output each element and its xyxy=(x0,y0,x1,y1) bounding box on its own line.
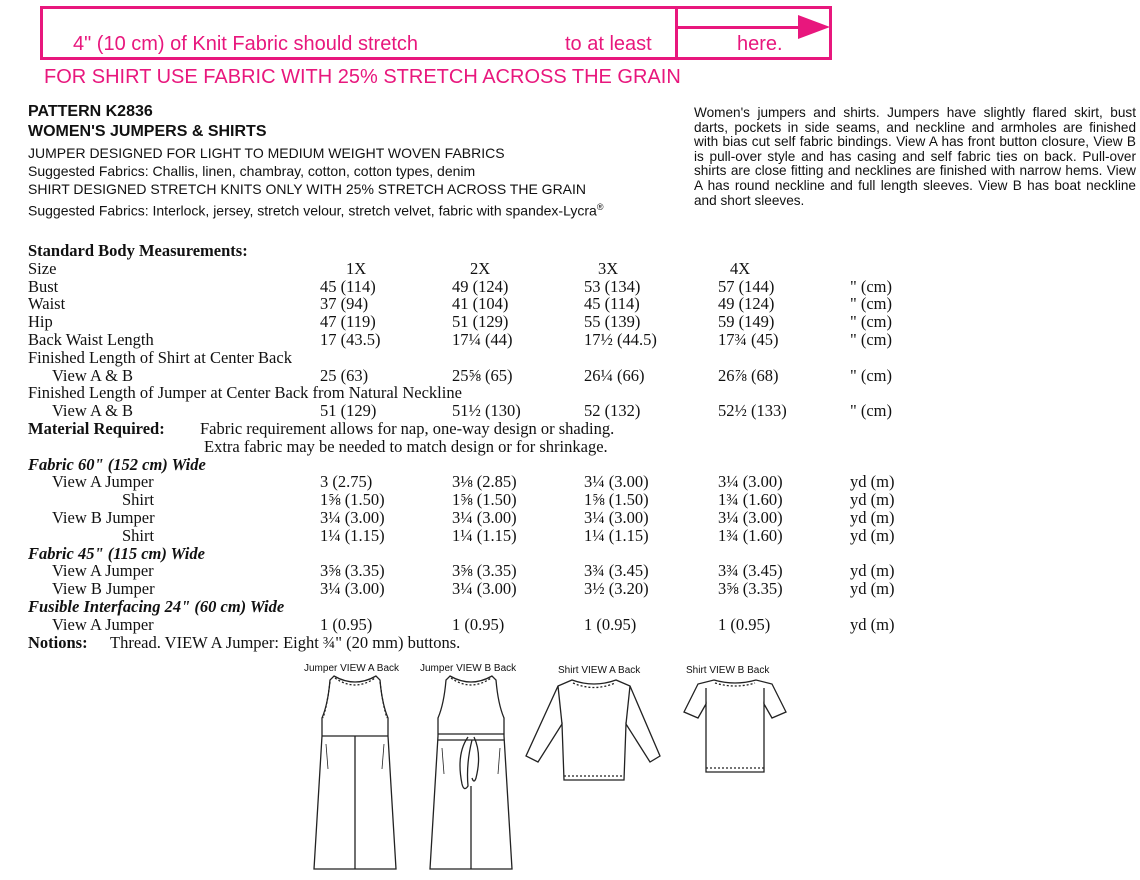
cell: 47 (119) xyxy=(320,312,376,332)
jumper-view-b-sketch xyxy=(416,674,526,874)
cell: 1⅝ (1.50) xyxy=(452,490,517,510)
cell: 26¼ (66) xyxy=(584,365,645,385)
fabric60-heading: Fabric 60" (152 cm) Wide xyxy=(28,454,206,474)
shirt-b-label: Shirt VIEW B Back xyxy=(686,665,770,676)
cell: 1 (0.95) xyxy=(584,614,637,634)
cell: 17¾ (45) xyxy=(718,329,779,349)
cell: 25 (63) xyxy=(320,365,369,385)
jumper-fabric-heading: JUMPER DESIGNED FOR LIGHT TO MEDIUM WEIGHT WOVEN FABRICS xyxy=(28,145,505,161)
cell: 45 (114) xyxy=(584,294,640,314)
cell: 1¼ (1.15) xyxy=(584,525,649,545)
arrow-right-icon xyxy=(798,15,830,39)
cell: 3⅛ (2.85) xyxy=(452,472,517,492)
cell: 45 (114) xyxy=(320,276,376,296)
cell: 26⅞ (68) xyxy=(718,365,779,385)
jumper-view-a-sketch xyxy=(300,674,410,874)
unit: yd (m) xyxy=(850,614,895,634)
size-1x: 1X xyxy=(346,258,367,278)
cell: 3¾ (3.45) xyxy=(584,561,649,581)
cell: 49 (124) xyxy=(452,276,509,296)
cell: 17½ (44.5) xyxy=(584,329,657,349)
shirt-suggested-fabrics: Suggested Fabrics: Interlock, jersey, stretch velour, stretch velvet, fabric with spandex-Lycra xyxy=(28,202,597,219)
jumper-length-heading: Finished Length of Jumper at Center Back from Natural Neckline xyxy=(28,383,462,403)
unit: yd (m) xyxy=(850,579,895,599)
gauge-middle-text: to at least xyxy=(565,33,652,55)
shirt-fabric-heading: SHIRT DESIGNED STRETCH KNITS ONLY WITH 25% STRETCH ACROSS THE GRAIN xyxy=(28,181,587,197)
row-label: View A & B xyxy=(52,365,134,385)
cell: 51 (129) xyxy=(452,312,509,332)
row-label: Back Waist Length xyxy=(28,329,154,349)
pattern-number: PATTERN K2836 xyxy=(28,103,153,120)
cell: 55 (139) xyxy=(584,312,641,332)
shirt-a-label: Shirt VIEW A Back xyxy=(558,665,641,676)
cell: 1¼ (1.15) xyxy=(452,525,517,545)
measurements-heading: Standard Body Measurements: xyxy=(28,241,248,260)
notions-text: Thread. VIEW A Jumper: Eight ¾" (20 mm) buttons. xyxy=(110,632,461,652)
row-label: View A Jumper xyxy=(52,561,154,581)
size-2x: 2X xyxy=(470,258,491,278)
gauge-arrow-line xyxy=(678,26,798,29)
pattern-description: Women's jumpers and shirts. Jumpers have slightly flared skirt, bust darts, pockets in side seams, and neckline and armholes are finished with bias cut self fabric bindings. View A has front button closure, View B is pull-over style and has casing and self fabric ties on back. Pull-over shirts are close fitting and necklines are finished with narrow hems. View A has round neckline and full length sleeves. View B has boat neckline and short sleeves. xyxy=(694,105,1136,208)
cell: 3⅝ (3.35) xyxy=(320,561,385,581)
cell: 49 (124) xyxy=(718,294,775,314)
pattern-title: WOMEN'S JUMPERS & SHIRTS xyxy=(28,123,267,140)
unit: yd (m) xyxy=(850,507,895,527)
unit: " (cm) xyxy=(850,276,893,296)
cell: 51½ (130) xyxy=(452,401,521,421)
cell: 3¾ (3.45) xyxy=(718,561,783,581)
cell: 3¼ (3.00) xyxy=(584,472,649,492)
cell: 1¾ (1.60) xyxy=(718,525,783,545)
size-4x: 4X xyxy=(730,258,751,278)
cell: 52½ (133) xyxy=(718,401,787,421)
unit: yd (m) xyxy=(850,472,895,492)
pattern-header xyxy=(28,102,267,142)
cell: 3¼ (3.00) xyxy=(718,472,783,492)
registered-mark: ® xyxy=(596,202,604,212)
unit: yd (m) xyxy=(850,561,895,581)
notions-label: Notions: xyxy=(28,632,88,652)
cell: 3⅝ (3.35) xyxy=(452,561,517,581)
cell: 1 (0.95) xyxy=(320,614,373,634)
cell: 1⅝ (1.50) xyxy=(584,490,649,510)
cell: 3¼ (3.00) xyxy=(718,507,783,527)
unit: " (cm) xyxy=(850,329,893,349)
unit: yd (m) xyxy=(850,525,895,545)
stretch-note: FOR SHIRT USE FABRIC WITH 25% STRETCH ACROSS THE GRAIN xyxy=(44,66,681,88)
cell: 3¼ (3.00) xyxy=(320,507,385,527)
cell: 52 (132) xyxy=(584,401,641,421)
cell: 1¾ (1.60) xyxy=(718,490,783,510)
size-3x: 3X xyxy=(598,258,619,278)
cell: 3 (2.75) xyxy=(320,472,373,492)
cell: 53 (134) xyxy=(584,276,641,296)
unit: yd (m) xyxy=(850,490,895,510)
cell: 3⅝ (3.35) xyxy=(718,579,783,599)
shirt-view-a-sketch xyxy=(520,676,670,786)
cell: 1 (0.95) xyxy=(452,614,505,634)
cell: 3¼ (3.00) xyxy=(452,507,517,527)
row-label: Bust xyxy=(28,276,59,296)
cell: 37 (94) xyxy=(320,294,369,314)
cell: 59 (149) xyxy=(718,312,775,332)
material-line2: Extra fabric may be needed to match design or for shrinkage. xyxy=(204,436,608,456)
cell: 41 (104) xyxy=(452,294,509,314)
unit: " (cm) xyxy=(850,312,893,332)
gauge-divider xyxy=(675,9,678,57)
row-label: Shirt xyxy=(122,490,155,510)
cell: 3¼ (3.00) xyxy=(584,507,649,527)
row-label: View B Jumper xyxy=(52,579,155,599)
cell: 17 (43.5) xyxy=(320,329,381,349)
cell: 51 (129) xyxy=(320,401,377,421)
material-label: Material Required: xyxy=(28,418,165,438)
jumper-b-label: Jumper VIEW B Back xyxy=(420,663,517,674)
row-label: Shirt xyxy=(122,525,155,545)
shirt-view-b-sketch xyxy=(680,676,790,776)
gauge-right-text: here. xyxy=(737,33,783,55)
cell: 25⅝ (65) xyxy=(452,365,513,385)
cell: 57 (144) xyxy=(718,276,775,296)
shirt-suggested-fabrics-row xyxy=(28,198,603,220)
row-label: Waist xyxy=(28,294,66,314)
material-line1: Fabric requirement allows for nap, one-way design or shading. xyxy=(200,418,615,438)
cell: 1¼ (1.15) xyxy=(320,525,385,545)
unit: " (cm) xyxy=(850,401,893,421)
pattern-fabric-info xyxy=(28,144,603,220)
cell: 1⅝ (1.50) xyxy=(320,490,385,510)
unit: " (cm) xyxy=(850,365,893,385)
interfacing-heading: Fusible Interfacing 24" (60 cm) Wide xyxy=(28,596,285,616)
cell: 3¼ (3.00) xyxy=(452,579,517,599)
row-label: Hip xyxy=(28,312,53,332)
row-label: View A & B xyxy=(52,401,134,421)
row-label: View A Jumper xyxy=(52,614,154,634)
jumper-suggested-fabrics: Suggested Fabrics: Challis, linen, chambray, cotton, cotton types, denim xyxy=(28,163,476,179)
cell: 3½ (3.20) xyxy=(584,579,649,599)
gauge-left-text: 4" (10 cm) of Knit Fabric should stretch xyxy=(73,33,419,55)
cell: 1 (0.95) xyxy=(718,614,771,634)
stretch-gauge xyxy=(40,6,832,60)
unit: " (cm) xyxy=(850,294,893,314)
shirt-length-heading: Finished Length of Shirt at Center Back xyxy=(28,347,292,367)
row-label: View B Jumper xyxy=(52,507,155,527)
fabric45-heading: Fabric 45" (115 cm) Wide xyxy=(28,543,205,563)
cell: 3¼ (3.00) xyxy=(320,579,385,599)
cell: 17¼ (44) xyxy=(452,329,513,349)
size-label: Size xyxy=(28,258,57,278)
row-label: View A Jumper xyxy=(52,472,154,492)
jumper-a-label: Jumper VIEW A Back xyxy=(304,663,400,674)
